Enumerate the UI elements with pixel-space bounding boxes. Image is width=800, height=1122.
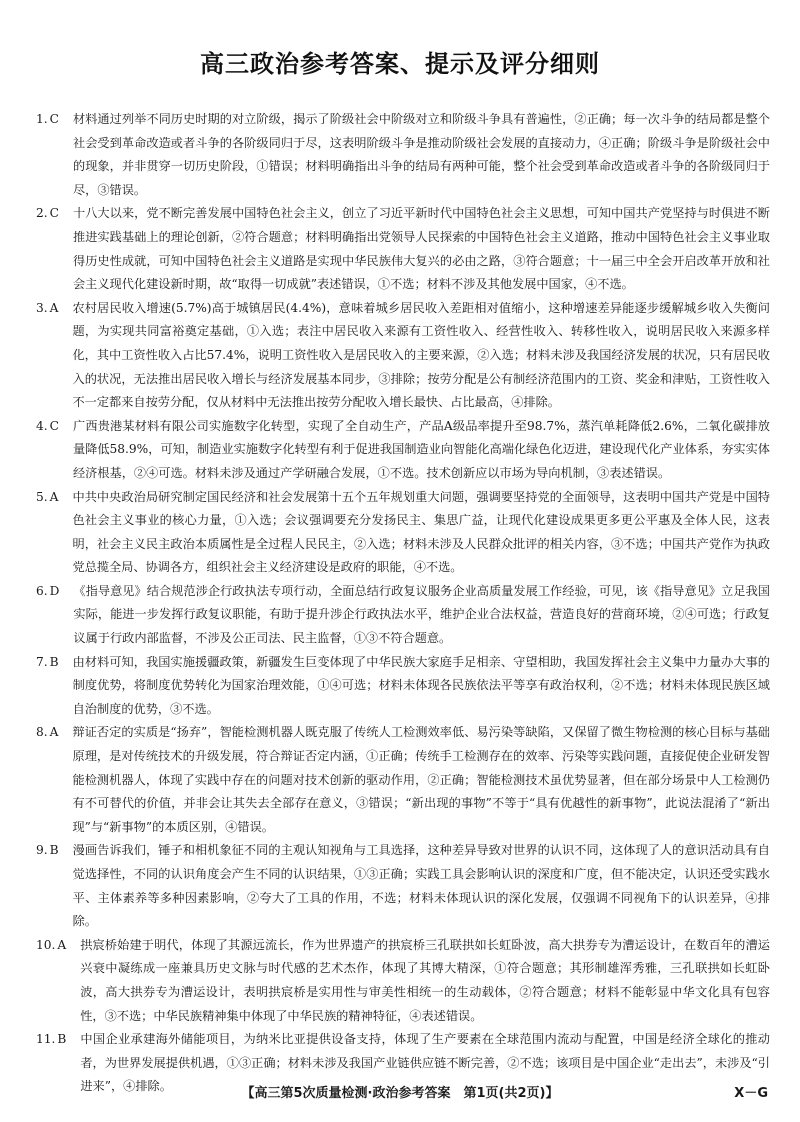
answer-item (36, 415, 770, 486)
answer-explanation: 由材料可知，我国实施援疆政策，新疆发生巨变体现了中华民族大家庭手足相亲、守望相助，我国发挥社会主义集中力量办大事的制度优势，将制度优势转化为国家治理效能，①④可选；材料未体现各民族依法平等享有政治权利，②不选；材料未体现民族区域自治制度的优势，③不选。 (72, 654, 770, 716)
answer-choice: D (49, 583, 60, 598)
answer-explanation: 广西贵港某材料有限公司实施数字化转型，实现了全自动生产，产品A级品率提升至98.7%，蒸汽单耗降低2.6%，二氧化碳排放量降低58.9%，可知，制造业实施数字化转型有利于促进我国制造业向智能化高端化绿色化迈进，建设现代化产业体系，夯实实体经济根基，②④可选。材料未涉及通过产学研融合发展，①不选。技术创新应以市场为导向机制，③表述错误。 (72, 418, 770, 480)
answer-explanation: 辩证否定的实质是“扬弃”，智能检测机器人既克服了传统人工检测效率低、易污染等缺陷，又保留了微生物检测的核心目标与基础原理，是对传统技术的升级发展，符合辩证否定内涵，①正确；传统手工检测存在的效率、污染等实践问题，直接促使企业研发智能检测机器人，体现了实践中存在的问题对技术创新的驱动作用，②正确；智能检测技术虽优势显著，但在部分场景中人工检测仍有不可替代的价值，并非会让其失去全部存在意义，③错误；“新出现的事物”不等于“具有优越性的新事物”，此说法混淆了“新出现”与“新事物”的本质区别，④错误。 (72, 725, 770, 834)
page-title: 高三政治参考答案、提示及评分细则 (200, 50, 600, 78)
answer-choice: B (49, 843, 59, 858)
answer-number: 2. (36, 206, 48, 221)
footer-page-info: 【高三第5次质量检测·政治参考答案 第1页(共2页)】 (241, 1086, 559, 1101)
answer-explanation: 中国企业承建海外储能项目，为纳米比亚提供设备支持，体现了生产要素在全球范围内流动与配置，中国是经济全球化的推动者，为世界发展提供机遇，①③正确；材料未涉及我国产业链供应链不断完善，②不选；该项目是中国企业“走出去”，未涉及“引进来”，④排除。 (80, 1032, 770, 1094)
answer-number: 3. (36, 300, 48, 315)
answer-choice: A (49, 300, 59, 315)
answer-number: 6. (36, 583, 48, 598)
answer-number: 1. (36, 112, 48, 126)
answer-item (36, 580, 770, 651)
answer-explanation: 中共中央政治局研究制定国民经济和社会发展第十五个五年规划重大问题，强调要坚持党的全面领导，这表明中国共产党是中国特色社会主义事业的核心力量，①入选；会议强调要充分发扬民主、集思广益，让现代化建设成果更多更公平惠及全体人民，这表明，社会主义民主政治本质属性是全过程人民民主，②入选；材料未涉及人民群众批评的相关内容，③不选；中国共产党作为执政党总揽全局、协调各方，组织社会主义经济建设是政府的职能，④不选。 (72, 489, 770, 575)
answer-number: 7. (36, 654, 48, 669)
answer-choice: B (57, 1032, 67, 1047)
answer-choice: C (49, 206, 59, 221)
answer-item (36, 202, 770, 296)
answer-item (36, 934, 770, 1028)
page-footer (0, 1082, 800, 1106)
answer-explanation: 农村居民收入增速(5.7%)高于城镇居民(4.4%)，意味着城乡居民收入差距相对值缩小，这种增速差异能逐步缓解城乡收入失衡问题，为实现共同富裕奠定基础，①入选；表注中居民收入来源有工资性收入、经营性收入、转移性收入，说明居民收入来源多样化，其中工资性收入占比57.4%，说明工资性收入是居民收入的主要来源，②入选；材料未涉及我国经济发展的状况，只有居民收入的状况，无法推出居民收入增长与经济发展基本同步，③排除；按劳分配是公有制经济范围内的工资、奖金和津贴，工资性收入不一定都来自按劳分配，仅从材料中无法推出按劳分配收入增长最快、占比最高，④排除。 (72, 300, 770, 410)
answer-item (36, 486, 770, 580)
answer-number: 9. (36, 843, 48, 858)
answer-explanation: 材料通过列举不同历史时期的对立阶级，揭示了阶级社会中阶级对立和阶级斗争具有普遍性，②正确；每一次斗争的结局都是整个社会受到革命改造或者斗争的各阶级同归于尽，这表明阶级斗争是推动阶级社会发展的直接动力，④正确；阶级斗争是阶级社会中的现象，并非贯穿一切历史阶段，①错误；材料明确指出斗争的结局有两种可能，整个社会受到革命改造或者斗争的各阶级同归于尽，③错误。 (72, 112, 770, 197)
answer-number: 11. (36, 1032, 56, 1047)
answer-choice: C (49, 112, 59, 126)
answer-choice: B (49, 654, 59, 669)
answer-list (36, 108, 770, 1099)
answer-explanation: 拱宸桥始建于明代，体现了其源远流长，作为世界遗产的拱宸桥三孔联拱如长虹卧波，高大拱券专为漕运设计，在数百年的漕运兴衰中凝练成一座兼具历史文脉与时代感的艺术杰作，体现了其博大精深，①符合题意；其形制雄浑秀雅，三孔联拱如长虹卧波，高大拱券专为漕运设计，表明拱宸桥是实用性与审美性相统一的生动载体，②符合题意；材料不能彰显中华文化具有包容性，③不选；中华民族精神集中体现了中华民族的精神特征，④表述错误。 (80, 937, 770, 1023)
answer-number: 4. (36, 418, 48, 433)
answer-explanation: 《指导意见》结合规范涉企行政执法专项行动，全面总结行政复议服务企业高质量发展工作经验，可见，该《指导意见》立足我国实际，能进一步发挥行政复议职能，有助于提升涉企行政执法水平，维护企业合法权益，营造良好的营商环境，②④可选；行政复议属于行政内部监督，不涉及公正司法、民主监督，①③不符合题意。 (73, 583, 770, 646)
answer-explanation: 十八大以来，党不断完善发展中国特色社会主义，创立了习近平新时代中国特色社会主义思想，可知中国共产党坚持与时俱进不断推进实践基础上的理论创新，②符合题意；材料明确指出党领导人民探索的中国特色社会主义道路，推动中国特色社会主义事业取得历史性成就，可知中国特色社会主义道路是实现中华民族伟大复兴的必由之路，③符合题意；十一届三中全会开启改革开放和社会主义现代化建设新时期，故“取得一切成就”表述错误，①不选；材料不涉及其他发展中国家，④不选。 (72, 206, 770, 292)
answer-choice: A (49, 725, 59, 740)
answer-item (36, 721, 770, 839)
answer-item (36, 651, 770, 722)
answer-item (36, 297, 770, 415)
answer-item (36, 108, 770, 202)
answer-number: 10. (36, 937, 56, 952)
answer-number: 5. (36, 489, 48, 504)
footer-code: X－G (734, 1086, 768, 1101)
answer-choice: C (49, 418, 59, 433)
answer-explanation: 漫画告诉我们，锤子和相机象征不同的主观认知视角与工具选择，这种差异导致对世界的认识不同，这体现了人的意识活动具有自觉选择性，不同的认识角度会产生不同的认识结果，①③正确；实践工具会影响认识的深度和广度，但不能决定，认识还受实践水平、主体素养等多种因素影响，②夸大了工具的作用，不选；材料未体现认识的深化发展，仅强调不同视角下的认识差异，④排除。 (72, 843, 770, 929)
answer-number: 8. (36, 725, 48, 740)
answer-choice: A (57, 937, 67, 952)
answer-item (36, 839, 770, 933)
answer-choice: A (49, 489, 59, 504)
